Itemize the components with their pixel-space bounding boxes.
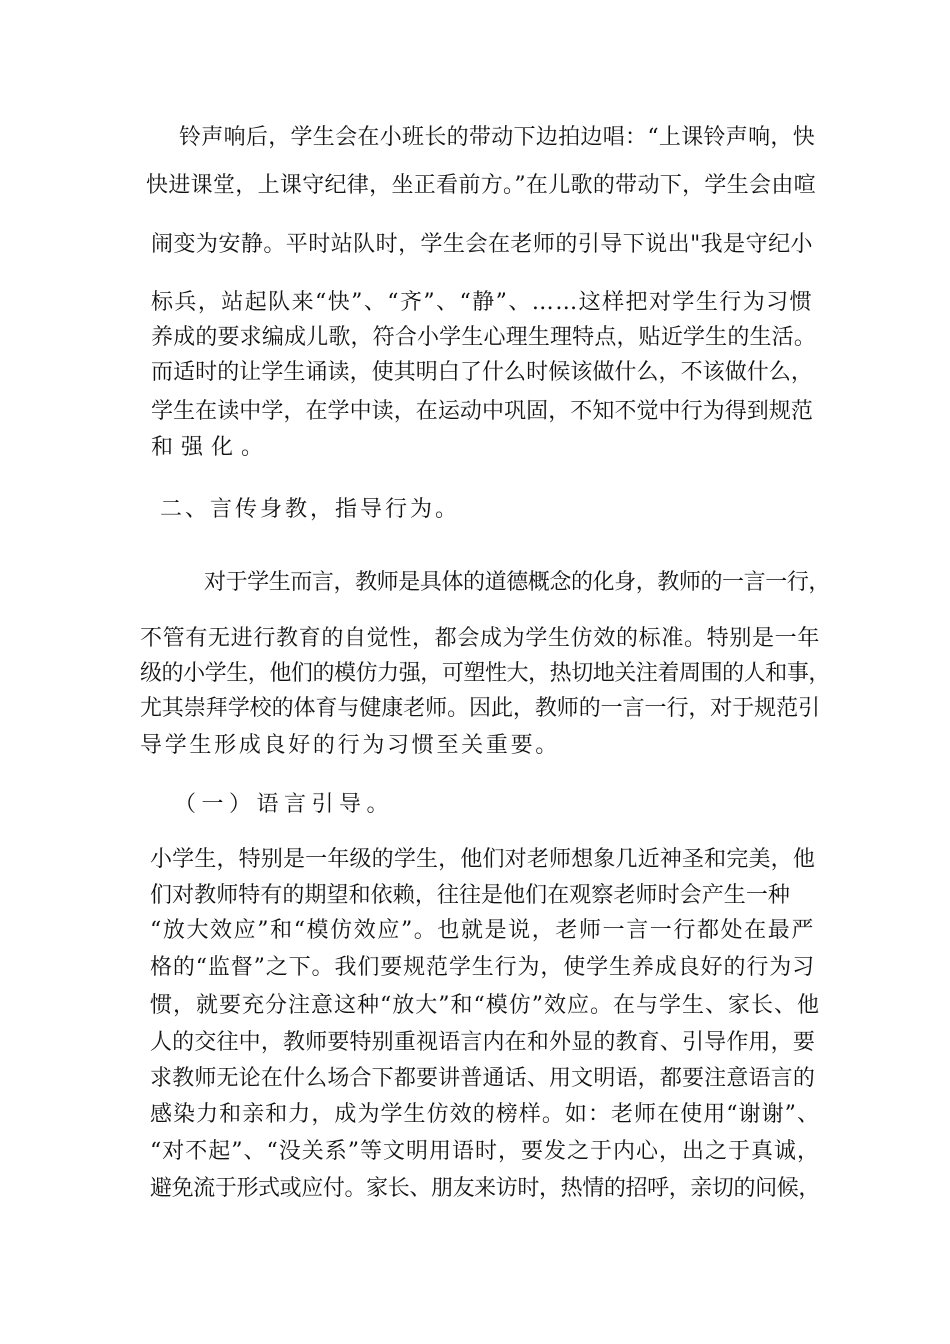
text-line-17: 们对教师特有的期望和依赖，往往是他们在观察老师时会产生一种 [150,883,790,908]
text-line-4: 标兵，站起队来“快”、“齐”、“静”、……这样把对学生行为习惯 [151,290,813,315]
subsection-heading: （一）语言引导。 [174,792,394,817]
text-line-23: 感染力和亲和力，成为学生仿效的榜样。如：老师在使用“谢谢”、 [150,1102,820,1127]
text-line-6: 而适时的让学生诵读，使其明白了什么时候该做什么，不该做什么， [151,360,813,385]
text-line-14: 导学生形成良好的行为习惯至关重要。 [140,733,560,758]
text-line-25: 避免流于形式或应付。家长、朋友来访时，热情的招呼，亲切的问候， [150,1176,820,1201]
text-line-7: 学生在读中学，在学中读，在运动中巩固，不知不觉中行为得到规范 [151,399,813,424]
text-line-5: 养成的要求编成儿歌，符合小学生心理生理特点，贴近学生的生活。 [151,325,816,350]
text-line-12: 级的小学生，他们的模仿力强，可塑性大，热切地关注着周围的人和事， [140,661,830,686]
section-heading: 二、言传身教，指导行为。 [160,497,460,522]
text-line-24: “对不起”、“没关系”等文明用语时，要发之于内心，出之于真诚， [150,1139,820,1164]
text-line-13: 尤其崇拜学校的体育与健康老师。因此，教师的一言一行，对于规范引 [140,696,820,721]
text-line-22: 求教师无论在什么场合下都要讲普通话、用文明语，都要注意语言的 [150,1066,815,1091]
text-line-10: 对于学生而言，教师是具体的道德概念的化身，教师的一言一行， [204,570,830,595]
text-line-16: 小学生，特别是一年级的学生，他们对老师想象几近神圣和完美，他 [150,847,815,872]
text-line-19: 格的“监督”之下。我们要规范学生行为，使学生养成良好的行为习 [150,955,815,980]
text-line-8: 和强化。 [151,435,272,460]
text-line-2: 快进课堂，上课守纪律，坐正看前方。”在儿歌的带动下，学生会由喧 [146,173,816,198]
text-line-21: 人的交往中，教师要特别重视语言内在和外显的教育、引导作用，要 [150,1030,815,1055]
text-line-11: 不管有无进行教育的自觉性，都会成为学生仿效的标准。特别是一年 [140,626,820,651]
text-line-1: 铃声响后，学生会在小班长的带动下边拍边唱：“上课铃声响，快 [179,125,815,150]
text-line-18: “放大效应”和“模仿效应”。也就是说，老师一言一行都处在最严 [150,918,815,943]
text-line-3: 闹变为安静。平时站队时，学生会在老师的引导下说出"我是守纪小 [151,232,813,257]
text-line-20: 惯，就要充分注意这种“放大”和“模仿”效应。在与学生、家长、他 [150,993,820,1018]
